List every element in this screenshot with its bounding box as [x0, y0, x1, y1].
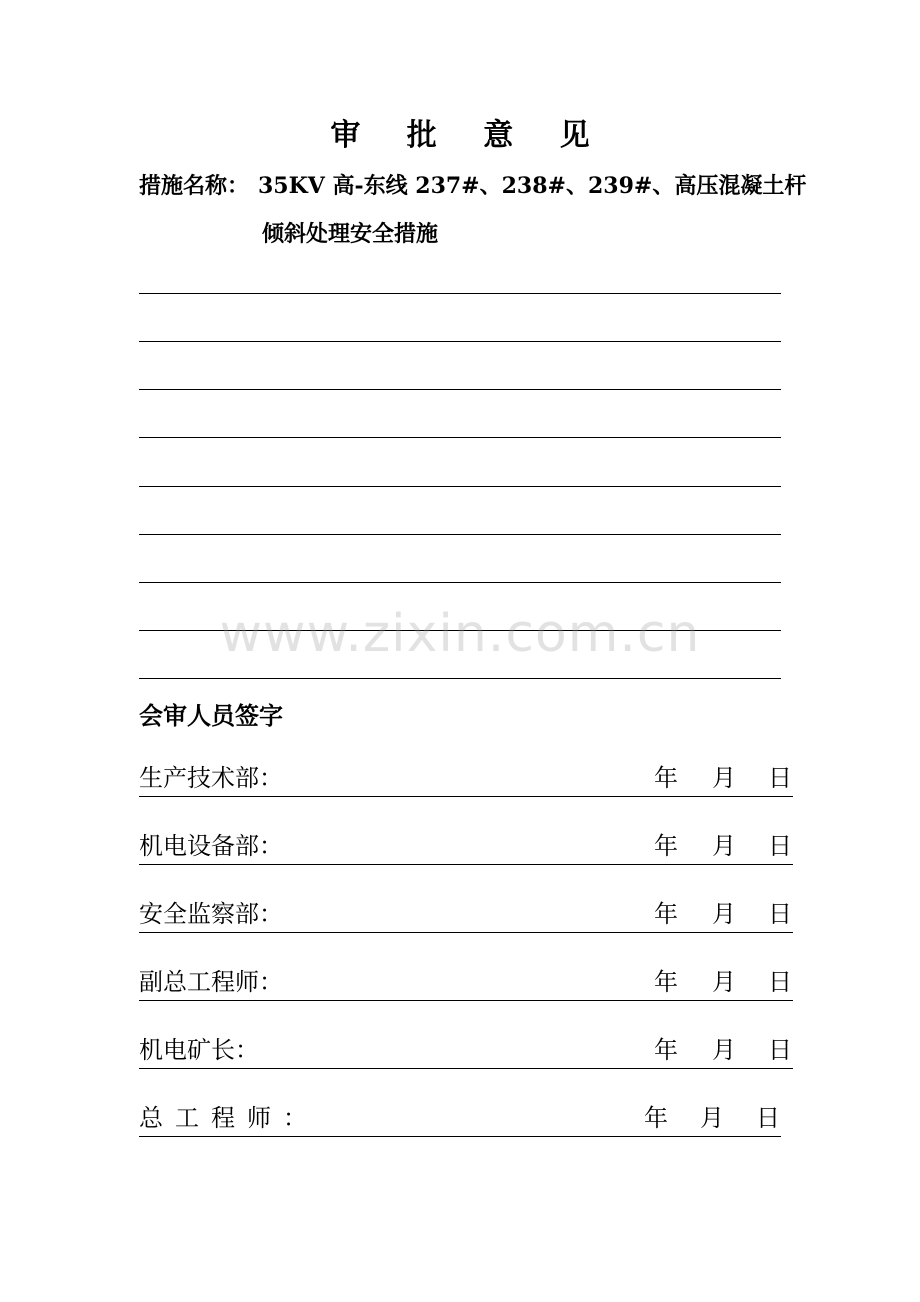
date-month-label: 月: [712, 764, 736, 792]
opinion-line[interactable]: [139, 582, 781, 583]
opinion-line[interactable]: [139, 341, 781, 342]
opinion-line[interactable]: [139, 389, 781, 390]
date-day-label: 日: [768, 832, 792, 860]
opinion-line[interactable]: [139, 534, 781, 535]
signature-label: 机电矿长：: [139, 1036, 259, 1064]
signature-row-chief-engineer[interactable]: [139, 1092, 781, 1137]
signature-row-safety-supervision[interactable]: [139, 888, 793, 933]
date-day-label: 日: [768, 764, 792, 792]
signature-label: 安全监察部：: [139, 900, 283, 928]
date-day-label: 日: [768, 968, 792, 996]
date-month-label: 月: [712, 968, 736, 996]
date-year-label: 年: [654, 764, 678, 792]
opinion-line[interactable]: [139, 486, 781, 487]
date-year-label: 年: [654, 968, 678, 996]
date-day-label: 日: [768, 1036, 792, 1064]
signature-label: 机电设备部：: [139, 832, 283, 860]
opinion-line[interactable]: [139, 437, 781, 438]
date-year-label: 年: [654, 832, 678, 860]
date-year-label: 年: [654, 1036, 678, 1064]
signature-row-mech-elec-equipment[interactable]: [139, 820, 793, 865]
measure-name-line-2: 倾斜处理安全措施: [262, 221, 439, 247]
date-month-label: 月: [700, 1104, 724, 1132]
signature-section-heading: 会审人员签字: [139, 702, 283, 730]
measure-name-line-1: 35KV 高-东线 237#、238#、239#、高压混凝土杆: [258, 173, 807, 199]
signature-row-production-tech[interactable]: [139, 752, 793, 797]
date-year-label: 年: [644, 1104, 668, 1132]
signature-row-mech-elec-mine-manager[interactable]: [139, 1024, 793, 1069]
date-month-label: 月: [712, 900, 736, 928]
signature-label: 副总工程师：: [139, 968, 283, 996]
signature-row-deputy-chief-engineer[interactable]: [139, 956, 793, 1001]
opinion-line[interactable]: [139, 293, 781, 294]
watermark: www.zixin.com.cn: [219, 604, 701, 664]
date-month-label: 月: [712, 832, 736, 860]
opinion-line[interactable]: [139, 678, 781, 679]
date-year-label: 年: [654, 900, 678, 928]
page-title: 审 批 意 见: [330, 118, 608, 153]
signature-label: 生产技术部：: [139, 764, 283, 792]
measure-name-label: 措施名称：: [139, 173, 250, 199]
date-day-label: 日: [768, 900, 792, 928]
date-day-label: 日: [756, 1104, 780, 1132]
signature-label: 总工程师：: [139, 1104, 319, 1132]
date-month-label: 月: [712, 1036, 736, 1064]
